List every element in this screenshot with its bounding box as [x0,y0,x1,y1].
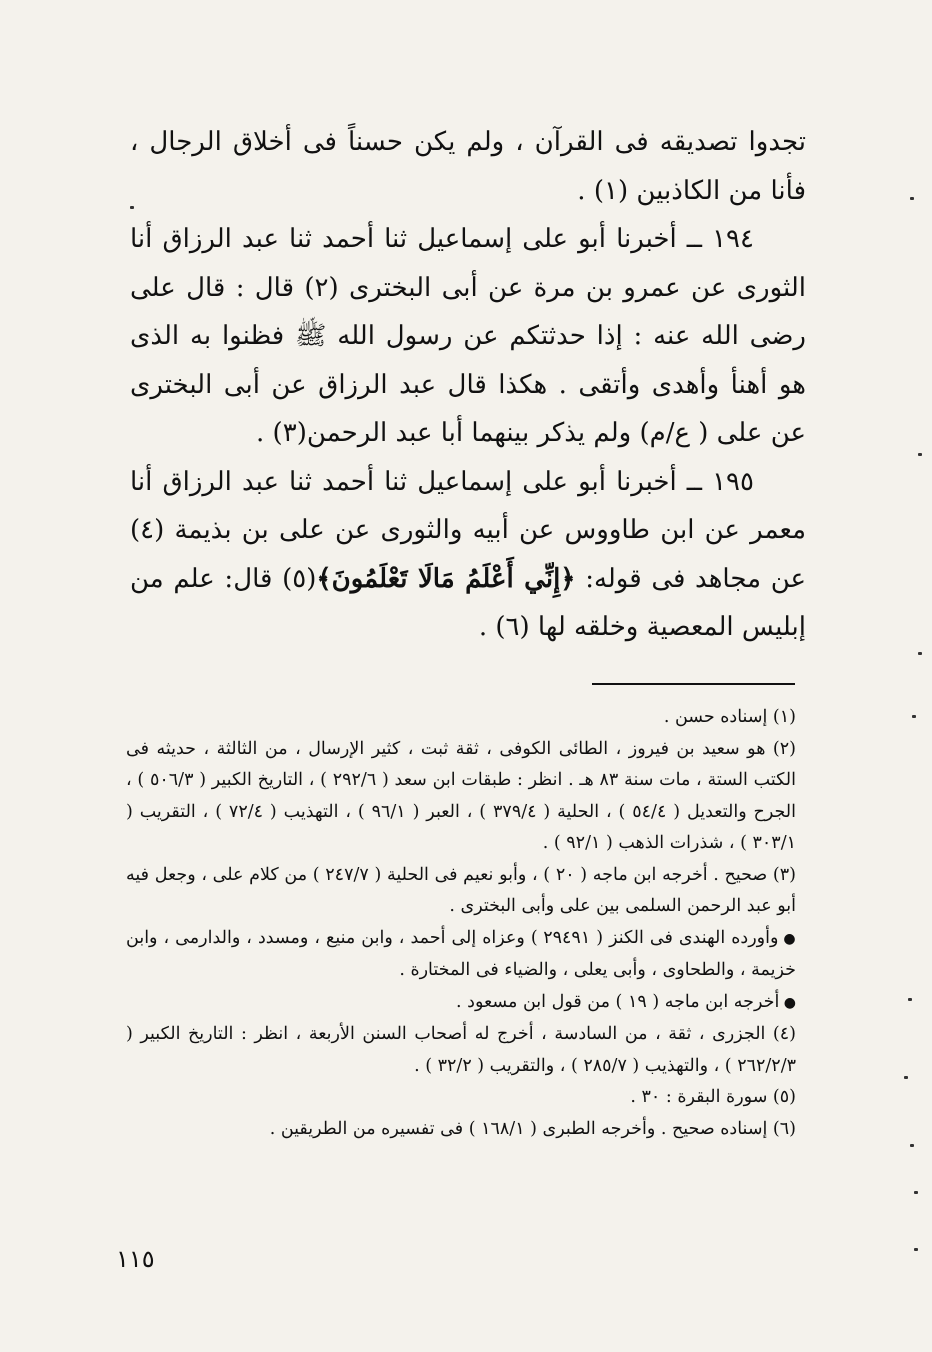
scan-speck [130,206,134,209]
footnote-6: (٦) إسناده صحيح . وأخرجه الطبرى ( ١٦٨/١ ) فى تفسيره من الطريقين . [269,1118,796,1139]
footnote-4: (٤) الجزرى ، ثقة ، من السادسة ، أخرج له أصحاب السنن الأربعة ، انظر : التاريخ الكبير ( ٢٦٢/٢/٣ ) ، والتهذيب ( ٢٨٥/٧ ) ، والتقريب ( ٣٢/٢ ) . [126,1024,796,1076]
main-text [130,118,806,652]
footnote-3-bullet-2: ● أخرجه ابن ماجه ( ١٩ ) من قول ابن مسعود . [126,987,796,1020]
footnotes [126,702,796,1145]
footnote-3: (٣) صحيح . أخرجه ابن ماجه ( ٢٠ ) ، وأبو نعيم فى الحلية ( ٢٤٧/٧ ) من كلام على ، وجعل فيه أبو عبد الرحمن السلمى بين على وأبى البخترى . [126,864,796,916]
scan-speck [910,1144,914,1147]
footnote-separator [592,683,795,685]
footnote-5: (٥) سورة البقرة : ٣٠ . [630,1087,796,1107]
scan-speck [914,1191,918,1194]
scan-speck [912,715,916,718]
hadith-195-text: ١٩٥ ــ أخبرنا أبو على إسماعيل ثنا أحمد ثنا عبد الرزاق أنا معمر عن ابن طاووس عن أبيه والثورى عن على بن بذيمة (٤) عن مجاهد فى قوله: [130,466,807,594]
scan-speck [908,998,912,1001]
scan-speck [910,197,914,200]
page-number: ١١٥ [116,1245,155,1273]
footnote-1: (١) إسناده حسن . [663,707,796,727]
footnote-2: (٢) هو سعيد بن فيروز ، الطائى الكوفى ، ثقة ثبت ، كثير الإرسال ، من الثالثة ، حديثه فى الكتب الستة ، مات سنة ٨٣ هـ . انظر : طبقات ابن سعد ( ٢٩٢/٦ ) ، التاريخ الكبير ( ٥٠٦/٣ ) ، الجرح والتعديل ( ٥٤/٤ ) ، الحلية ( ٣٧٩/٤ ) ، العبر ( ٩٦/١ ) ، التهذيب ( ٧٢/٤ ) ، التقريب ( ٣٠٣/١ ) ، شذرات الذهب ( ٩٢/١ ) . [126,738,796,853]
hadith-195 [130,458,806,652]
scan-speck [918,453,922,456]
paragraph-intro: تجدوا تصديقه فى القرآن ، ولم يكن حسناً فى أخلاق الرجال ، فأنا من الكاذبين (١) . [130,127,806,206]
scan-speck [914,1248,918,1251]
hadith-194: ١٩٤ ــ أخبرنا أبو على إسماعيل ثنا أحمد ثنا عبد الرزاق أنا الثورى عن عمرو بن مرة عن أبى البخترى (٢) قال : قال على رضى الله عنه : إذا حدثتكم عن رسول الله ﷺ فظنوا به الذى هو أهنأ وأهدى وأتقى . هكذا قال عبد الرزاق عن أبى البخترى عن على ( ع/م) ولم يذكر بينهما أبا عبد الرحمن(٣) . [130,224,806,448]
footnote-3-bullet-1: ● وأورده الهندى فى الكنز ( ٢٩٤٩١ ) وعزاه إلى أحمد ، وابن منيع ، ومسدد ، والدارمى ، وابن خزيمة ، والطحاوى ، وأبى يعلى ، والضياء فى المختارة . [126,923,796,987]
scan-speck [904,1076,908,1079]
quran-quote: ﴿إِنِّي أَعْلَمُ مَالَا تَعْلَمُونَ﴾ [316,563,576,594]
hadith-195-tail: (٥) قال: علم من إبليس المعصية وخلقه لها (٦) . [130,563,806,642]
scan-speck [918,652,922,655]
